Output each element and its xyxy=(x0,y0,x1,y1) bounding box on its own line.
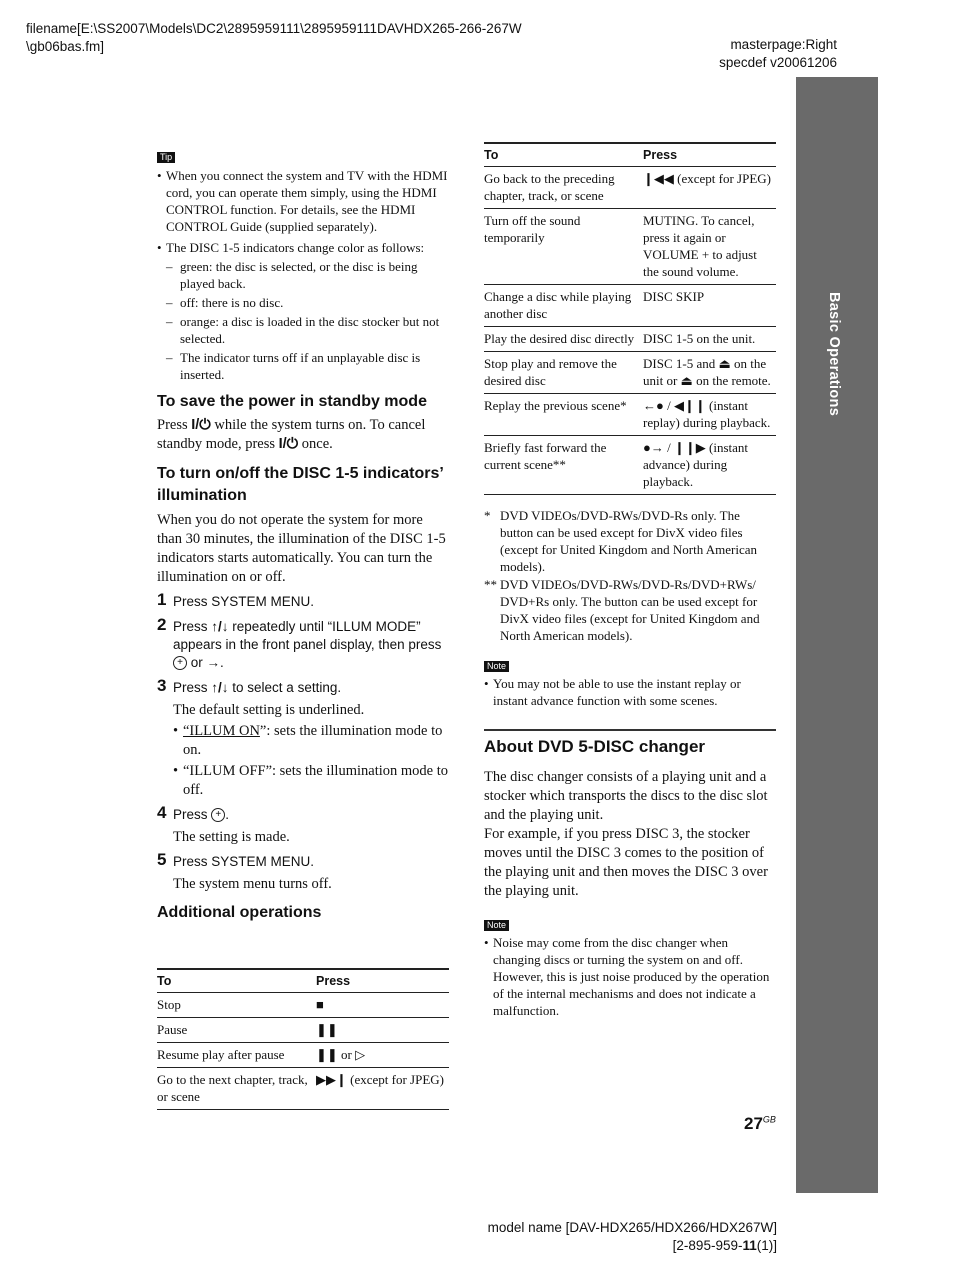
up-down-arrows-icon: ↑/↓ xyxy=(211,619,229,634)
step-number: 1 xyxy=(157,590,167,609)
cell-to: Stop xyxy=(157,993,316,1018)
step-number: 2 xyxy=(157,615,167,634)
specdef-label: specdef v20061206 xyxy=(719,55,837,70)
illum-heading: To turn on/off the DISC 1-5 indicators’ illumination xyxy=(157,465,443,504)
col-header-to: To xyxy=(157,969,316,993)
table-row xyxy=(484,327,776,352)
power-icon: I/⏻ xyxy=(191,417,211,433)
additional-ops-table xyxy=(157,968,449,1110)
section-rule xyxy=(484,729,776,731)
table-header-row xyxy=(157,969,449,993)
standby-heading: To save the power in standby mode xyxy=(157,393,427,410)
tip-item-2: • The DISC 1-5 indicators change color as follows: xyxy=(157,239,449,256)
enter-icon: + xyxy=(173,656,187,670)
standby-text-part: while the system turns on. To cancel standby mode, press xyxy=(157,417,426,452)
cell-to: Turn off the sound temporarily xyxy=(484,209,643,285)
left-column xyxy=(157,147,449,924)
cell-press: ▶▶❙ (except for JPEG) xyxy=(316,1068,449,1110)
table-row xyxy=(484,285,776,327)
illum-on-option xyxy=(157,722,449,760)
default-setting: “ILLUM ON xyxy=(183,723,260,739)
cell-press: DISC 1-5 on the unit. xyxy=(643,327,776,352)
standby-text xyxy=(157,416,449,454)
footnote-1 xyxy=(484,507,776,575)
cell-press: ■ xyxy=(316,993,449,1018)
note-item: • Noise may come from the disc changer when changing discs or turning the system on and off. However, this is just noise produced by the operation of the internal mechanisms and does not indicate a malfunction. xyxy=(484,934,776,1019)
table-row xyxy=(157,1018,449,1043)
section-sidebar xyxy=(796,77,878,1193)
note-label: Note xyxy=(484,920,509,931)
step-text: or xyxy=(187,655,207,670)
page-number-suffix: GB xyxy=(762,1114,776,1125)
cell-to: Resume play after pause xyxy=(157,1043,316,1068)
step-5-result: The system menu turns off. xyxy=(173,876,332,892)
footnote-text: DVD VIDEOs/DVD-RWs/DVD-Rs/DVD+RWs/ DVD+Rs only. The button can be used except for DivX video files (except for United Kingdom and North American models). xyxy=(500,577,760,643)
col-header-press: Press xyxy=(316,969,449,993)
cell-press: ●→ / ❙❙▶ (instant advance) during playback. xyxy=(643,436,776,495)
step-4-result: The setting is made. xyxy=(173,829,290,845)
cell-press: ❚❚ or ▷ xyxy=(316,1043,449,1068)
option-text: ”: sets the illumination mode to on. xyxy=(183,723,443,758)
step-text: . xyxy=(225,807,230,822)
tip-label: Tip xyxy=(157,152,175,163)
part-code xyxy=(488,1237,777,1255)
col-header-to: To xyxy=(484,143,643,167)
masterpage-header xyxy=(719,36,837,72)
table-row xyxy=(157,993,449,1018)
step-3-note: The default setting is underlined. xyxy=(173,702,365,718)
step-5 xyxy=(157,850,449,871)
cell-press: DISC SKIP xyxy=(643,285,776,327)
cell-to: Go back to the preceding chapter, track, or scene xyxy=(484,167,643,209)
col-header-press: Press xyxy=(643,143,776,167)
masterpage-label: masterpage:Right xyxy=(730,37,837,52)
cell-press: DISC 1-5 and ⏏ on the unit or ⏏ on the remote. xyxy=(643,352,776,394)
cell-press: ←● / ◀❙❙ (instant replay) during playback. xyxy=(643,394,776,436)
step-text: Press xyxy=(173,807,212,822)
part-code-part: (1)] xyxy=(756,1238,777,1253)
step-1 xyxy=(157,590,449,611)
step-text: . xyxy=(220,655,224,670)
power-icon: I/⏻ xyxy=(278,436,299,452)
right-column xyxy=(484,142,776,1023)
standby-text-part: Press xyxy=(157,417,192,433)
up-down-arrows-icon: ↑/↓ xyxy=(211,680,229,695)
additional-ops-table-wrap xyxy=(157,968,449,1110)
tip-item-1: • When you connect the system and TV with the HDMI cord, you can operate them simply, using the HDMI CONTROL function. For details, see the HDMI CONTROL Guide (supplied separately). xyxy=(157,167,449,235)
table-row xyxy=(157,1043,449,1068)
step-text: Press SYSTEM MENU. xyxy=(173,594,315,609)
section-title: Basic Operations xyxy=(826,292,842,417)
cell-to: Change a disc while playing another disc xyxy=(484,285,643,327)
cell-to: Stop play and remove the desired disc xyxy=(484,352,643,394)
right-arrow-icon: → xyxy=(206,655,221,670)
note-label: Note xyxy=(484,661,509,672)
illum-text: When you do not operate the system for more than 30 minutes, the illumination of the DISC 1-5 indicators starts automatically. You can turn the illumination on or off. xyxy=(157,512,446,585)
step-4 xyxy=(157,803,449,824)
standby-text-part: once. xyxy=(298,436,333,452)
operations-table xyxy=(484,142,776,495)
cell-to: Go to the next chapter, track, or scene xyxy=(157,1068,316,1110)
footnote-marker: ** xyxy=(484,577,497,592)
step-2 xyxy=(157,615,449,672)
step-text: Press xyxy=(173,680,212,695)
filename-header: filename[E:\SS2007\Models\DC2\2895959111\2895959111DAVHDX265-266-267W\gb06bas.fm] xyxy=(26,21,522,54)
table-row xyxy=(484,352,776,394)
about-heading: About DVD 5-DISC changer xyxy=(484,737,706,756)
part-code-bold: 11 xyxy=(742,1238,757,1253)
footer xyxy=(488,1219,777,1255)
step-text: Press xyxy=(173,619,212,634)
step-3 xyxy=(157,676,449,697)
model-name: model name [DAV-HDX265/HDX266/HDX267W] xyxy=(487,1220,777,1235)
illum-off-option: • “ILLUM OFF”: sets the illumination mode to off. xyxy=(157,762,449,800)
step-number: 4 xyxy=(157,803,167,822)
tip-subitem: – orange: a disc is loaded in the disc stocker but not selected. xyxy=(157,313,449,347)
cell-to: Play the desired disc directly xyxy=(484,327,643,352)
tip-subitem: – green: the disc is selected, or the disc is being played back. xyxy=(157,258,449,292)
step-text: to select a setting. xyxy=(228,680,342,695)
note-item: • You may not be able to use the instant replay or instant advance function with some scenes. xyxy=(484,675,776,709)
tip-subitem: – The indicator turns off if an unplayable disc is inserted. xyxy=(157,349,449,383)
additional-ops-heading: Additional operations xyxy=(157,904,322,921)
page-number xyxy=(744,1114,776,1134)
cell-to: Replay the previous scene* xyxy=(484,394,643,436)
table-row xyxy=(484,394,776,436)
part-code-part: [2-895-959- xyxy=(672,1238,743,1253)
cell-press: MUTING. To cancel, press it again or VOLUME + to adjust the sound volume. xyxy=(643,209,776,285)
footnote-marker: * xyxy=(484,508,491,523)
page-number-value: 27 xyxy=(744,1114,763,1133)
cell-press: ❙◀◀ (except for JPEG) xyxy=(643,167,776,209)
tip-subitem: – off: there is no disc. xyxy=(157,294,449,311)
about-paragraph-2: For example, if you press DISC 3, the stocker moves until the DISC 3 comes to the position of the playing unit and then moves the DISC 3 over the playing unit. xyxy=(484,826,768,899)
footnote-2 xyxy=(484,576,776,644)
step-text: Press SYSTEM MENU. xyxy=(173,854,315,869)
step-number: 3 xyxy=(157,676,167,695)
step-number: 5 xyxy=(157,850,167,869)
enter-icon: + xyxy=(211,808,225,822)
footnote-text: DVD VIDEOs/DVD-RWs/DVD-Rs only. The button can be used except for DivX video files (except for United Kingdom and North American models). xyxy=(500,508,758,574)
table-row xyxy=(484,167,776,209)
table-row xyxy=(484,436,776,495)
table-row xyxy=(484,209,776,285)
cell-to: Pause xyxy=(157,1018,316,1043)
cell-press: ❚❚ xyxy=(316,1018,449,1043)
step-text: repeatedly until “ILLUM MODE” appears in the front panel display, then press xyxy=(173,619,442,652)
about-paragraph-1: The disc changer consists of a playing unit and a stocker which transports the discs to the disc slot and the playing unit. xyxy=(484,769,768,823)
table-row xyxy=(157,1068,449,1110)
table-header-row xyxy=(484,143,776,167)
cell-to: Briefly fast forward the current scene** xyxy=(484,436,643,495)
